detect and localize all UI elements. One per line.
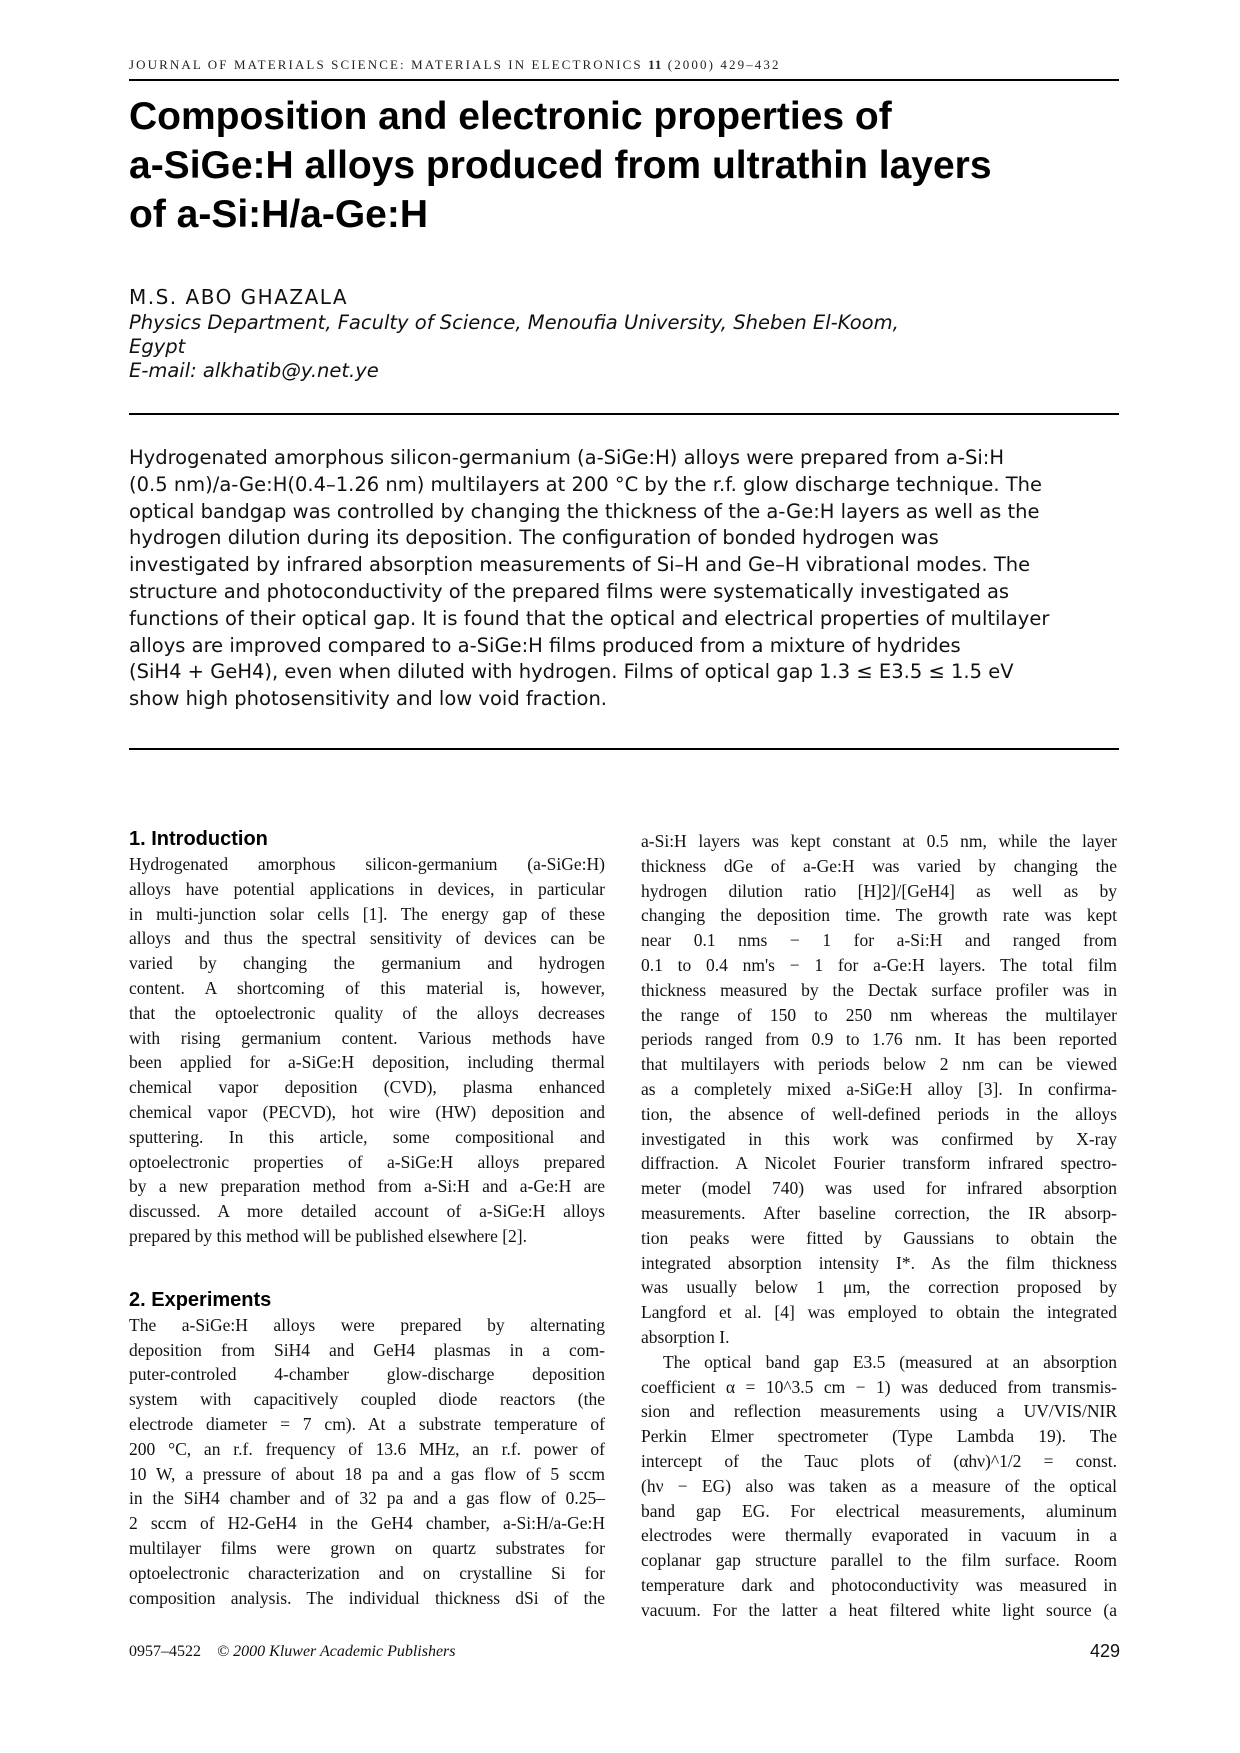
body-line: near 0.1 nms − 1 for a-Si:H and ranged from (641, 930, 1117, 951)
body-line: 10 W, a pressure of about 18 pa and a gas flow of 5 sccm (129, 1463, 605, 1484)
body-line: electrodes were thermally evaporated in vacuum in a (641, 1525, 1117, 1546)
abstract-bottom-rule (129, 748, 1119, 750)
body-line: vacuum. For the latter a heat filtered white light source (a (641, 1599, 1117, 1620)
abstract-line: alloys are improved compared to a-SiGe:H films produced from a mixture of hydrides (129, 633, 961, 657)
body-line: thickness measured by the Dectak surface profiler was in (641, 979, 1117, 1000)
body-line: hydrogen dilution ratio [H]2]/[GeH4] as well as by (641, 880, 1117, 901)
body-line: coplanar gap structure parallel to the film surface. Room (641, 1550, 1117, 1571)
left-column (129, 826, 605, 1610)
abstract-line: structure and photoconductivity of the prepared films were systematically investigated as (129, 579, 1010, 603)
body-line: Langford et al. [4] was employed to obtain the integrated (641, 1302, 1117, 1323)
body-line: was usually below 1 μm, the correction proposed by (641, 1277, 1117, 1298)
abstract-line: functions of their optical gap. It is found that the optical and electrical properties of multilayer (129, 606, 1050, 630)
body-line: alloys have potential applications in devices, in particular (129, 878, 605, 899)
body-line: composition analysis. The individual thickness dSi of the (129, 1587, 605, 1608)
body-line: in the SiH4 chamber and of 32 pa and a gas flow of 0.25– (129, 1488, 605, 1509)
section-heading-experiments: 2. Experiments (129, 1288, 272, 1311)
abstract (129, 445, 1119, 713)
journal-name: JOURNAL OF MATERIALS SCIENCE: MATERIALS IN ELECTRONICS (129, 57, 643, 72)
body-line: that the optoelectronic quality of the alloys decreases (129, 1002, 605, 1023)
abstract-line: optical bandgap was controlled by changing the thickness of the a-Ge:H layers as well as the (129, 499, 1040, 523)
body-line: in multi-junction solar cells [1]. The energy gap of these (129, 903, 605, 924)
author-affiliation (129, 311, 1029, 383)
body-line: content. A shortcoming of this material is, however, (129, 977, 605, 998)
header-rule (129, 79, 1119, 81)
footer-publisher (129, 1643, 456, 1661)
body-line: puter-controled 4-chamber glow-discharge deposition (129, 1364, 605, 1385)
body-line: optoelectronic properties of a-SiGe:H alloys prepared (129, 1151, 605, 1172)
body-line: the range of 150 to 250 nm whereas the multilayer (641, 1004, 1117, 1025)
body-line: measurements. After baseline correction, the IR absorp- (641, 1202, 1117, 1223)
body-line: been applied for a-SiGe:H deposition, including thermal (129, 1052, 605, 1073)
body-line: as a completely mixed a-SiGe:H alloy [3]. In confirma- (641, 1078, 1117, 1099)
body-line: discussed. A more detailed account of a-SiGe:H alloys (129, 1201, 605, 1222)
body-line: varied by changing the germanium and hydrogen (129, 953, 605, 974)
body-line: chemical vapor deposition (CVD), plasma enhanced (129, 1077, 605, 1098)
abstract-line: (0.5 nm)/a-Ge:H(0.4–1.26 nm) multilayers at 200 °C by the r.f. glow discharge technique. The (129, 472, 1043, 496)
body-line: tion peaks were fitted by Gaussians to obtain the (641, 1227, 1117, 1248)
body-line: temperature dark and photoconductivity was measured in (641, 1574, 1117, 1595)
body-line: Perkin Elmer spectrometer (Type Lambda 19). The (641, 1426, 1117, 1447)
body-line: Hydrogenated amorphous silicon-germanium (a-SiGe:H) (129, 854, 605, 874)
body-line: multilayer films were grown on quartz substrates for (129, 1537, 605, 1558)
body-line: meter (model 740) was used for infrared absorption (641, 1178, 1117, 1199)
title-line: a-SiGe:H alloys produced from ultrathin layers (129, 144, 992, 187)
abstract-line: show high photosensitivity and low void fraction. (129, 687, 607, 711)
body-line: alloys and thus the spectral sensitivity of devices can be (129, 928, 605, 949)
body-line: sion and reflection measurements using a UV/VIS/NIR (641, 1401, 1117, 1422)
footer-issn: 0957–4522 (129, 1643, 201, 1660)
abstract-line: hydrogen dilution during its deposition. The configuration of bonded hydrogen was (129, 526, 939, 550)
journal-year-pages: (2000) 429–432 (667, 57, 781, 72)
body-line: prepared by this method will be published elsewhere [2]. (129, 1225, 528, 1246)
abstract-line: Hydrogenated amorphous silicon-germanium (a-SiGe:H) alloys were prepared from a-Si:H (129, 446, 1004, 469)
experiments-body (129, 1313, 605, 1611)
body-line: by a new preparation method from a-Si:H and a-Ge:H are (129, 1176, 605, 1197)
section-spacer (129, 1249, 605, 1287)
title-line: Composition and electronic properties of (129, 95, 892, 138)
body-line: investigated in this work was confirmed by X-ray (641, 1128, 1117, 1149)
body-line: The a-SiGe:H alloys were prepared by alternating (129, 1314, 605, 1335)
body-line: deposition from SiH4 and GeH4 plasmas in a com- (129, 1339, 605, 1360)
author-name: M.S. ABO GHAZALA (129, 285, 349, 309)
section-heading-introduction: 1. Introduction (129, 828, 268, 850)
body-line: thickness dGe of a-Ge:H was varied by changing the (641, 855, 1117, 876)
body-line: band gap EG. For electrical measurements, aluminum (641, 1500, 1117, 1521)
right-column (641, 829, 1117, 1623)
body-line: diffraction. A Nicolet Fourier transform infrared spectro- (641, 1153, 1117, 1174)
body-line: The optical band gap E3.5 (measured at an absorption (663, 1351, 1117, 1372)
affiliation-line: Physics Department, Faculty of Science, Menoufia University, Sheben El-Koom, (129, 311, 899, 334)
body-line: with rising germanium content. Various methods have (129, 1027, 605, 1048)
body-line: 200 °C, an r.f. frequency of 13.6 MHz, an r.f. power of (129, 1438, 605, 1459)
body-line: (hν − EG) also was taken as a measure of the optical (641, 1475, 1117, 1496)
body-line: a-Si:H layers was kept constant at 0.5 nm, while the layer (641, 831, 1117, 851)
body-line: tion, the absence of well-defined periods in the alloys (641, 1103, 1117, 1124)
footer-copyright: © 2000 Kluwer Academic Publishers (217, 1643, 456, 1660)
body-line: absorption I. (641, 1326, 730, 1347)
body-line: 2 sccm of H2-GeH4 in the GeH4 chamber, a-Si:H/a-Ge:H (129, 1513, 605, 1534)
body-line: periods ranged from 0.9 to 1.76 nm. It has been reported (641, 1029, 1117, 1050)
body-line: intercept of the Tauc plots of (αhν)^1/2 = const. (641, 1450, 1117, 1471)
paper-title (129, 92, 1119, 239)
page-number: 429 (1089, 1641, 1120, 1661)
journal-running-header (129, 57, 1119, 73)
abstract-top-rule (129, 413, 1119, 415)
body-line: system with capacitively coupled diode reactors (the (129, 1389, 605, 1410)
title-line: of a-Si:H/a-Ge:H (129, 193, 429, 236)
body-line: electrode diameter = 7 cm). At a substrate temperature of (129, 1413, 605, 1434)
abstract-line: investigated by infrared absorption measurements of Si–H and Ge–H vibrational modes. The (129, 553, 1031, 577)
body-line: coefficient α = 10^3.5 cm − 1) was deduced from transmis- (641, 1376, 1117, 1397)
abstract-line: (SiH4 + GeH4), even when diluted with hydrogen. Films of optical gap 1.3 ≤ E3.5 ≤ 1.5 eV (129, 660, 1014, 684)
author-email: E-mail: alkhatib@y.net.ye (129, 359, 379, 382)
affiliation-line: Egypt (129, 335, 186, 358)
body-line: integrated absorption intensity I*. As the film thickness (641, 1252, 1117, 1273)
journal-volume: 11 (648, 57, 663, 72)
body-line: changing the deposition time. The growth rate was kept (641, 905, 1117, 926)
introduction-body (129, 852, 605, 1249)
body-line: sputtering. In this article, some compositional and (129, 1126, 605, 1147)
body-line: chemical vapor (PECVD), hot wire (HW) deposition and (129, 1101, 605, 1122)
body-line: that multilayers with periods below 2 nm can be viewed (641, 1054, 1117, 1075)
body-line: 0.1 to 0.4 nm's − 1 for a-Ge:H layers. The total film (641, 954, 1117, 975)
body-line: optoelectronic characterization and on crystalline Si for (129, 1562, 605, 1583)
